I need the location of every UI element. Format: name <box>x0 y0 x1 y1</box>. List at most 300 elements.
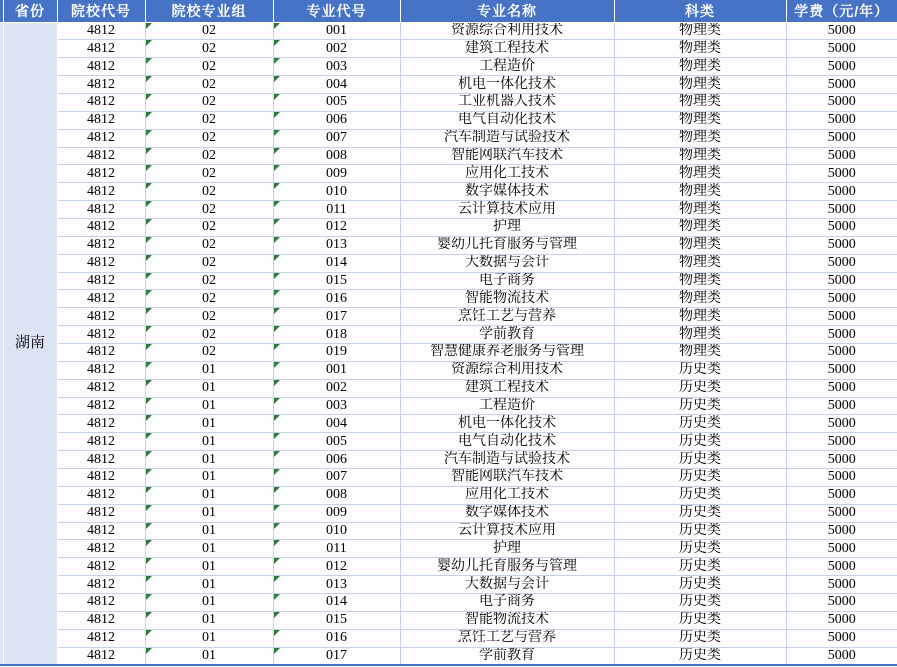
major-name-cell[interactable] <box>400 540 614 558</box>
college-major-group-cell[interactable] <box>145 486 273 504</box>
table-row <box>0 486 897 504</box>
header-province[interactable]: 省份 <box>3 0 57 22</box>
subject-category-cell[interactable] <box>614 576 786 594</box>
subject-category-cell[interactable] <box>614 40 786 58</box>
major-code-cell[interactable] <box>273 611 400 629</box>
major-code-cell[interactable] <box>273 236 400 254</box>
major-code-cell-text: 010 <box>326 522 347 538</box>
tuition-cell[interactable] <box>786 522 897 540</box>
college-code-cell[interactable] <box>57 486 145 504</box>
tuition-cell[interactable] <box>786 58 897 76</box>
province-merged-cell[interactable]: 湖南 <box>3 22 57 665</box>
college-major-group-cell[interactable] <box>145 22 273 40</box>
college-code-cell[interactable] <box>57 647 145 665</box>
major-code-cell[interactable] <box>273 111 400 129</box>
major-code-cell[interactable] <box>273 558 400 576</box>
college-major-group-cell[interactable] <box>145 522 273 540</box>
subject-category-cell-text: 历史类 <box>679 558 721 574</box>
tuition-cell-text: 5000 <box>827 451 856 467</box>
tuition-cell-text: 5000 <box>827 94 856 110</box>
major-code-cell[interactable] <box>273 183 400 201</box>
subject-category-cell[interactable] <box>614 522 786 540</box>
major-name-cell[interactable] <box>400 415 614 433</box>
tuition-cell[interactable] <box>786 433 897 451</box>
major-name-cell[interactable] <box>400 218 614 236</box>
major-name-cell[interactable] <box>400 343 614 361</box>
subject-category-cell-text: 历史类 <box>679 594 721 610</box>
tuition-cell[interactable] <box>786 272 897 290</box>
college-major-group-cell[interactable] <box>145 558 273 576</box>
header-tuition[interactable]: 学费（元/年） <box>786 0 897 22</box>
major-name-cell[interactable] <box>400 129 614 147</box>
major-code-cell[interactable] <box>273 594 400 612</box>
college-code-cell[interactable] <box>57 308 145 326</box>
major-code-cell[interactable] <box>273 361 400 379</box>
tuition-cell[interactable] <box>786 93 897 111</box>
tuition-cell[interactable] <box>786 326 897 344</box>
college-major-group-cell[interactable] <box>145 147 273 165</box>
subject-category-cell[interactable] <box>614 540 786 558</box>
subject-category-cell[interactable] <box>614 93 786 111</box>
tuition-cell[interactable] <box>786 201 897 219</box>
college-code-cell[interactable] <box>57 343 145 361</box>
college-code-cell-text: 4812 <box>87 237 115 253</box>
text-format-triangle-icon <box>274 94 280 100</box>
tuition-cell-text: 5000 <box>827 147 856 163</box>
college-code-cell[interactable] <box>57 326 145 344</box>
college-major-group-cell[interactable] <box>145 272 273 290</box>
college-major-group-cell-text: 01 <box>202 397 216 413</box>
major-code-cell[interactable] <box>273 165 400 183</box>
table-row <box>0 629 897 647</box>
college-code-cell[interactable] <box>57 397 145 415</box>
major-code-cell[interactable] <box>273 147 400 165</box>
major-name-cell[interactable] <box>400 58 614 76</box>
tuition-cell[interactable] <box>786 504 897 522</box>
major-code-cell[interactable] <box>273 647 400 665</box>
major-name-cell[interactable] <box>400 451 614 469</box>
major-name-cell[interactable] <box>400 76 614 94</box>
college-code-cell[interactable] <box>57 76 145 94</box>
header-college-code[interactable]: 院校代号 <box>57 0 145 22</box>
subject-category-cell-text: 物理类 <box>679 326 721 342</box>
major-name-cell[interactable] <box>400 165 614 183</box>
major-code-cell[interactable] <box>273 540 400 558</box>
text-format-triangle-icon <box>146 23 152 29</box>
tuition-cell[interactable] <box>786 147 897 165</box>
text-format-triangle-icon <box>274 558 280 564</box>
major-code-cell[interactable] <box>273 93 400 111</box>
subject-category-cell[interactable] <box>614 379 786 397</box>
text-format-triangle-icon <box>274 505 280 511</box>
header-major-name[interactable]: 专业名称 <box>400 0 614 22</box>
major-code-cell[interactable] <box>273 326 400 344</box>
table-row <box>0 58 897 76</box>
major-code-cell[interactable] <box>273 629 400 647</box>
major-name-cell-text: 电子商务 <box>479 272 535 288</box>
college-major-group-cell-text: 02 <box>202 147 216 163</box>
college-major-group-cell-text: 02 <box>202 237 216 253</box>
college-code-cell-text: 4812 <box>87 290 115 306</box>
tuition-cell-text: 5000 <box>827 576 856 592</box>
college-major-group-cell[interactable] <box>145 576 273 594</box>
college-major-group-cell[interactable] <box>145 451 273 469</box>
tuition-cell[interactable] <box>786 111 897 129</box>
major-code-cell-text: 003 <box>326 397 347 413</box>
college-code-cell[interactable] <box>57 40 145 58</box>
major-code-cell[interactable] <box>273 433 400 451</box>
major-name-cell[interactable] <box>400 147 614 165</box>
major-name-cell[interactable] <box>400 93 614 111</box>
subject-category-cell[interactable] <box>614 629 786 647</box>
header-subject-category[interactable]: 科类 <box>614 0 786 22</box>
major-name-cell[interactable] <box>400 629 614 647</box>
college-major-group-cell[interactable] <box>145 93 273 111</box>
tuition-cell[interactable] <box>786 647 897 665</box>
major-name-cell-text: 建筑工程技术 <box>465 380 549 396</box>
major-name-cell-text: 资源综合利用技术 <box>451 22 563 38</box>
subject-category-cell[interactable] <box>614 594 786 612</box>
subject-category-cell[interactable] <box>614 290 786 308</box>
table-row <box>0 415 897 433</box>
college-code-cell[interactable] <box>57 272 145 290</box>
college-major-group-cell[interactable] <box>145 468 273 486</box>
subject-category-cell[interactable] <box>614 111 786 129</box>
subject-category-cell[interactable] <box>614 272 786 290</box>
tuition-cell[interactable] <box>786 629 897 647</box>
college-major-group-cell[interactable] <box>145 629 273 647</box>
college-major-group-cell[interactable] <box>145 111 273 129</box>
subject-category-cell[interactable] <box>614 647 786 665</box>
major-name-cell[interactable] <box>400 236 614 254</box>
college-code-cell[interactable] <box>57 379 145 397</box>
college-major-group-cell[interactable] <box>145 183 273 201</box>
college-code-cell[interactable] <box>57 594 145 612</box>
major-code-cell[interactable] <box>273 218 400 236</box>
college-major-group-cell-text: 02 <box>202 112 216 128</box>
college-code-cell-text: 4812 <box>87 469 115 485</box>
college-major-group-cell[interactable] <box>145 379 273 397</box>
tuition-cell[interactable] <box>786 290 897 308</box>
header-major-code[interactable]: 专业代号 <box>273 0 400 22</box>
subject-category-cell[interactable] <box>614 558 786 576</box>
major-code-cell[interactable] <box>273 201 400 219</box>
college-code-cell[interactable] <box>57 58 145 76</box>
table-row <box>0 129 897 147</box>
college-code-cell-text: 4812 <box>87 165 115 181</box>
college-code-cell[interactable] <box>57 254 145 272</box>
subject-category-cell[interactable] <box>614 183 786 201</box>
tuition-cell-text: 5000 <box>827 415 856 431</box>
tuition-cell[interactable] <box>786 415 897 433</box>
subject-category-cell[interactable] <box>614 218 786 236</box>
college-major-group-cell[interactable] <box>145 218 273 236</box>
college-code-cell[interactable] <box>57 129 145 147</box>
subject-category-cell[interactable] <box>614 451 786 469</box>
college-code-cell[interactable] <box>57 540 145 558</box>
subject-category-cell[interactable] <box>614 22 786 40</box>
tuition-cell-text: 5000 <box>827 40 856 56</box>
major-name-cell[interactable] <box>400 326 614 344</box>
subject-category-cell-text: 物理类 <box>679 58 721 74</box>
major-name-cell[interactable] <box>400 433 614 451</box>
major-code-cell-text: 012 <box>326 558 347 574</box>
major-name-cell[interactable] <box>400 504 614 522</box>
major-name-cell[interactable] <box>400 558 614 576</box>
college-major-group-cell[interactable] <box>145 254 273 272</box>
table-row <box>0 361 897 379</box>
tuition-cell-text: 5000 <box>827 612 856 628</box>
tuition-cell[interactable] <box>786 254 897 272</box>
text-format-triangle-icon <box>146 505 152 511</box>
subject-category-cell[interactable] <box>614 165 786 183</box>
major-code-cell[interactable] <box>273 129 400 147</box>
major-name-cell-text: 数字媒体技术 <box>465 183 549 199</box>
college-code-cell[interactable] <box>57 183 145 201</box>
college-code-cell-text: 4812 <box>87 451 115 467</box>
tuition-cell[interactable] <box>786 236 897 254</box>
major-name-cell[interactable] <box>400 647 614 665</box>
major-name-cell[interactable] <box>400 379 614 397</box>
subject-category-cell[interactable] <box>614 129 786 147</box>
college-major-group-cell[interactable] <box>145 40 273 58</box>
major-name-cell[interactable] <box>400 111 614 129</box>
text-format-triangle-icon <box>146 612 152 618</box>
major-name-cell[interactable] <box>400 183 614 201</box>
major-code-cell[interactable] <box>273 272 400 290</box>
major-name-cell[interactable] <box>400 468 614 486</box>
college-code-cell-text: 4812 <box>87 433 115 449</box>
major-code-cell[interactable] <box>273 504 400 522</box>
subject-category-cell-text: 物理类 <box>679 183 721 199</box>
college-code-cell[interactable] <box>57 111 145 129</box>
text-format-triangle-icon <box>274 576 280 582</box>
college-code-cell[interactable] <box>57 522 145 540</box>
text-format-triangle-icon <box>274 612 280 618</box>
college-code-cell[interactable] <box>57 290 145 308</box>
major-code-cell-text: 005 <box>326 433 347 449</box>
college-major-group-cell[interactable] <box>145 290 273 308</box>
major-name-cell[interactable] <box>400 254 614 272</box>
college-code-cell-text: 4812 <box>87 58 115 74</box>
major-code-cell[interactable] <box>273 397 400 415</box>
college-major-group-cell[interactable] <box>145 594 273 612</box>
major-code-cell[interactable] <box>273 40 400 58</box>
text-format-triangle-icon <box>274 112 280 118</box>
text-format-triangle-icon <box>146 576 152 582</box>
text-format-triangle-icon <box>274 380 280 386</box>
college-major-group-cell[interactable] <box>145 58 273 76</box>
major-code-cell[interactable] <box>273 76 400 94</box>
major-code-cell[interactable] <box>273 290 400 308</box>
college-code-cell[interactable] <box>57 468 145 486</box>
subject-category-cell[interactable] <box>614 397 786 415</box>
tuition-cell[interactable] <box>786 611 897 629</box>
college-code-cell[interactable] <box>57 165 145 183</box>
major-name-cell-text: 学前教育 <box>479 647 535 663</box>
college-code-cell[interactable] <box>57 504 145 522</box>
subject-category-cell[interactable] <box>614 254 786 272</box>
subject-category-cell[interactable] <box>614 58 786 76</box>
tuition-cell[interactable] <box>786 540 897 558</box>
college-code-cell-text: 4812 <box>87 76 115 92</box>
subject-category-cell[interactable] <box>614 611 786 629</box>
college-major-group-cell[interactable] <box>145 308 273 326</box>
tuition-cell[interactable] <box>786 361 897 379</box>
college-major-group-cell-text: 02 <box>202 272 216 288</box>
tuition-cell[interactable] <box>786 165 897 183</box>
tuition-cell[interactable] <box>786 379 897 397</box>
major-code-cell[interactable] <box>273 522 400 540</box>
text-format-triangle-icon <box>274 183 280 189</box>
major-code-cell[interactable] <box>273 576 400 594</box>
college-code-cell[interactable] <box>57 415 145 433</box>
tuition-cell[interactable] <box>786 76 897 94</box>
college-code-cell[interactable] <box>57 361 145 379</box>
major-code-cell[interactable] <box>273 254 400 272</box>
subject-category-cell[interactable] <box>614 468 786 486</box>
major-code-cell[interactable] <box>273 451 400 469</box>
major-name-cell[interactable] <box>400 290 614 308</box>
subject-category-cell-text: 历史类 <box>679 540 721 556</box>
subject-category-cell[interactable] <box>614 308 786 326</box>
major-name-cell[interactable] <box>400 486 614 504</box>
major-code-cell[interactable] <box>273 22 400 40</box>
text-format-triangle-icon <box>146 58 152 64</box>
major-name-cell[interactable] <box>400 22 614 40</box>
tuition-cell[interactable] <box>786 129 897 147</box>
college-code-cell[interactable] <box>57 558 145 576</box>
college-major-group-cell[interactable] <box>145 504 273 522</box>
college-major-group-cell-text: 01 <box>202 522 216 538</box>
college-code-cell[interactable] <box>57 451 145 469</box>
major-code-cell-text: 013 <box>326 576 347 592</box>
college-major-group-cell[interactable] <box>145 647 273 665</box>
subject-category-cell[interactable] <box>614 147 786 165</box>
table-row <box>0 111 897 129</box>
college-code-cell[interactable] <box>57 218 145 236</box>
college-code-cell[interactable] <box>57 576 145 594</box>
college-major-group-cell[interactable] <box>145 343 273 361</box>
major-code-cell[interactable] <box>273 486 400 504</box>
major-code-cell[interactable] <box>273 58 400 76</box>
college-code-cell[interactable] <box>57 147 145 165</box>
college-code-cell[interactable] <box>57 433 145 451</box>
college-code-cell[interactable] <box>57 236 145 254</box>
college-code-cell[interactable] <box>57 629 145 647</box>
college-major-group-cell[interactable] <box>145 165 273 183</box>
major-name-cell[interactable] <box>400 522 614 540</box>
major-name-cell[interactable] <box>400 201 614 219</box>
major-code-cell[interactable] <box>273 468 400 486</box>
subject-category-cell[interactable] <box>614 76 786 94</box>
tuition-cell[interactable] <box>786 40 897 58</box>
major-name-cell[interactable] <box>400 576 614 594</box>
major-name-cell[interactable] <box>400 361 614 379</box>
text-format-triangle-icon <box>146 523 152 529</box>
college-code-cell[interactable] <box>57 93 145 111</box>
subject-category-cell[interactable] <box>614 201 786 219</box>
tuition-cell[interactable] <box>786 218 897 236</box>
major-code-cell-text: 007 <box>326 130 347 146</box>
header-row <box>0 0 897 22</box>
major-name-cell[interactable] <box>400 308 614 326</box>
subject-category-cell[interactable] <box>614 361 786 379</box>
tuition-cell[interactable] <box>786 308 897 326</box>
college-major-group-cell[interactable] <box>145 415 273 433</box>
college-major-group-cell[interactable] <box>145 433 273 451</box>
subject-category-cell[interactable] <box>614 433 786 451</box>
college-code-cell-text: 4812 <box>87 415 115 431</box>
header-college-major-group[interactable]: 院校专业组 <box>145 0 273 22</box>
subject-category-cell-text: 物理类 <box>679 290 721 306</box>
tuition-cell[interactable] <box>786 576 897 594</box>
major-code-cell[interactable] <box>273 343 400 361</box>
major-code-cell[interactable] <box>273 308 400 326</box>
subject-category-cell[interactable] <box>614 504 786 522</box>
subject-category-cell-text: 历史类 <box>679 487 721 503</box>
subject-category-cell-text: 物理类 <box>679 272 721 288</box>
college-code-cell[interactable] <box>57 201 145 219</box>
college-code-cell-text: 4812 <box>87 219 115 235</box>
table-row <box>0 272 897 290</box>
table-row <box>0 540 897 558</box>
tuition-cell[interactable] <box>786 468 897 486</box>
tuition-cell[interactable] <box>786 558 897 576</box>
major-name-cell-text: 智能网联汽车技术 <box>451 147 563 163</box>
college-major-group-cell[interactable] <box>145 361 273 379</box>
subject-category-cell[interactable] <box>614 415 786 433</box>
college-major-group-cell[interactable] <box>145 397 273 415</box>
major-name-cell[interactable] <box>400 594 614 612</box>
tuition-cell[interactable] <box>786 22 897 40</box>
tuition-cell[interactable] <box>786 183 897 201</box>
tuition-cell[interactable] <box>786 343 897 361</box>
text-format-triangle-icon <box>146 415 152 421</box>
major-name-cell[interactable] <box>400 272 614 290</box>
college-major-group-cell[interactable] <box>145 236 273 254</box>
subject-category-cell[interactable] <box>614 326 786 344</box>
college-major-group-cell[interactable] <box>145 76 273 94</box>
college-major-group-cell[interactable] <box>145 611 273 629</box>
major-name-cell[interactable] <box>400 611 614 629</box>
major-code-cell[interactable] <box>273 415 400 433</box>
subject-category-cell-text: 物理类 <box>679 237 721 253</box>
table-row <box>0 22 897 40</box>
text-format-triangle-icon <box>274 165 280 171</box>
tuition-cell[interactable] <box>786 451 897 469</box>
subject-category-cell[interactable] <box>614 486 786 504</box>
major-name-cell[interactable] <box>400 40 614 58</box>
major-name-cell[interactable] <box>400 397 614 415</box>
college-code-cell[interactable] <box>57 611 145 629</box>
table-row <box>0 93 897 111</box>
college-major-group-cell[interactable] <box>145 326 273 344</box>
tuition-cell-text: 5000 <box>827 522 856 538</box>
college-major-group-cell[interactable] <box>145 540 273 558</box>
college-major-group-cell[interactable] <box>145 201 273 219</box>
subject-category-cell[interactable] <box>614 236 786 254</box>
tuition-cell[interactable] <box>786 397 897 415</box>
college-code-cell[interactable] <box>57 22 145 40</box>
tuition-cell[interactable] <box>786 486 897 504</box>
tuition-cell-text: 5000 <box>827 290 856 306</box>
subject-category-cell[interactable] <box>614 343 786 361</box>
tuition-cell[interactable] <box>786 594 897 612</box>
major-code-cell[interactable] <box>273 379 400 397</box>
major-code-cell-text: 014 <box>326 255 347 271</box>
college-major-group-cell[interactable] <box>145 129 273 147</box>
